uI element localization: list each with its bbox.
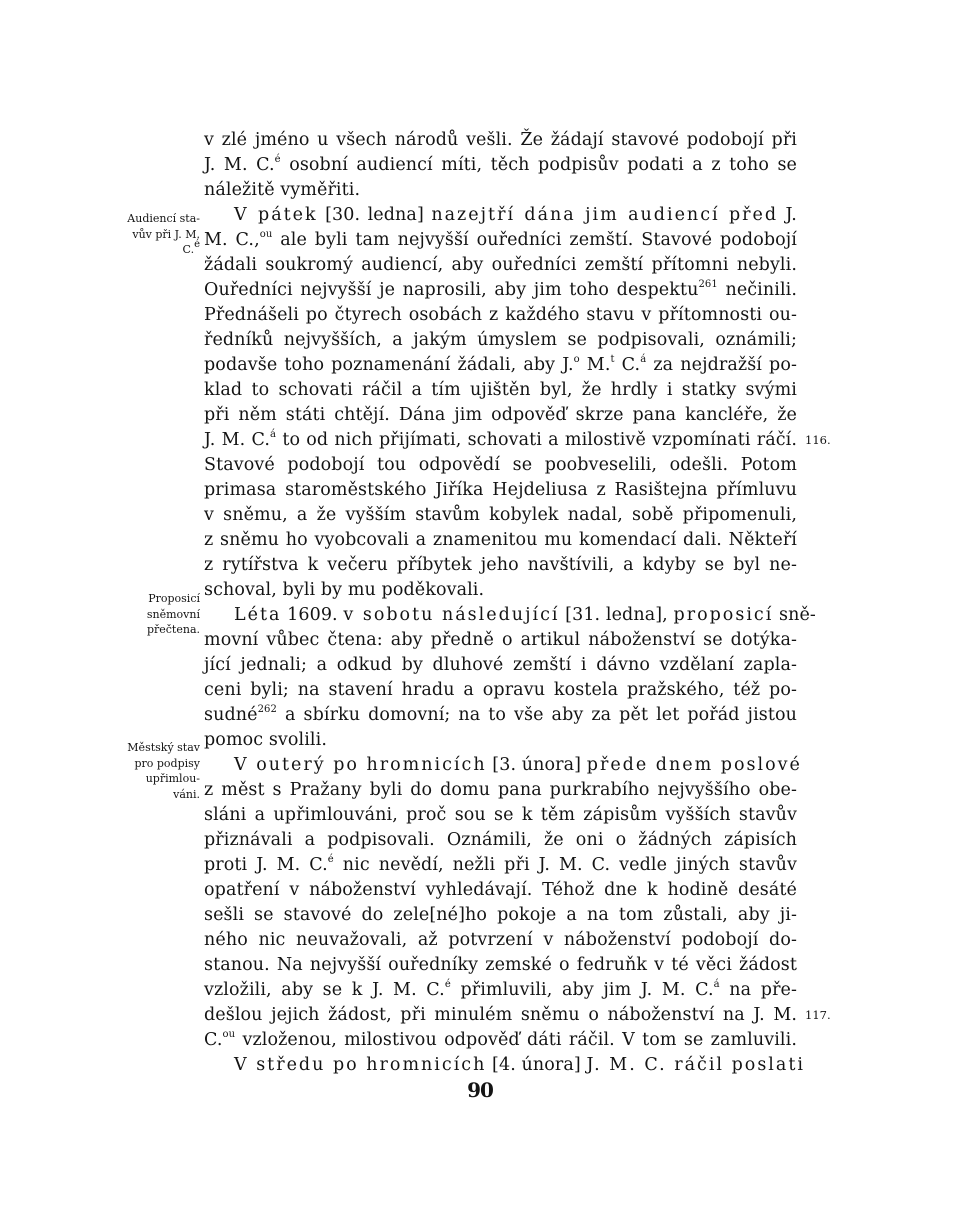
text-line: M. C.,$^{ou}$ ale byli tam nejvyšší ouředníci zemští. Stavové podobojí [204, 229, 797, 250]
text-line: Ouředníci nejvyšší je naprosili, aby jim toho despektu$^{261}$ nečinili. [204, 279, 797, 300]
text-line: Stavové podobojí tou odpovědí se poobveselili, odešli. Potom [204, 455, 797, 475]
text-line: J. M. C.$^á$ to od nich přijímati, schovati a milostivě vzpomínati ráčí. [204, 429, 797, 450]
text-line: schoval, byli by mu poděkovali. [204, 580, 485, 600]
text-line: proti J. M. C.$^é$ nic nevědí, nežli při J. M. C. vedle jiných stavův [204, 854, 797, 875]
text-line: sláni a upřimlouváni, proč sou se k těm zápisům vyšších stavův [204, 805, 797, 825]
page-number: 90 [467, 1078, 493, 1102]
margin-note-proposition: Proposicí sněmovní přečtena. [146, 592, 200, 636]
text-line: z měst s Pražany byli do domu pana purkrabího nejvyššího obe- [204, 780, 797, 800]
text-line: jící jednali; a odkud by dluhové zemští i dávno vzdělaní zapla- [204, 655, 797, 675]
text-line: z rytířstva k večeru příbytek jeho navštívili, a kdyby se byl ne- [204, 555, 797, 575]
text-line: ceni byli; na stavení hradu a opravu kostela pražského, též po- [204, 680, 797, 700]
text-line: podavše toho poznamenání žádali, aby J.$^o$ M.$^t$ C.$^á$ za nejdražší po- [204, 354, 797, 375]
text-line: žádali soukromý audiencí, aby ouředníci zemští přítomni nebyli. [204, 255, 797, 275]
text-line: v sněmu, a že vyšším stavům kobylek nadal, sobě připomenuli, [204, 505, 797, 525]
text-line: ného nic neuvažovali, až potvrzení v náboženství podobojí do- [204, 930, 797, 950]
text-line: V pátek [30. ledna] nazejtří dána jim audiencí před J. [234, 205, 797, 225]
text-line: dešlou jejich žádost, při minulém sněmu o náboženství na J. M. [204, 1005, 797, 1025]
text-line: ředníků nejvyšších, a jakým úmyslem se podpisovali, oznámili; [204, 330, 797, 350]
text-line: pomoc svolili. [204, 730, 327, 750]
text-line: J. M. C.$^é$ osobní audiencí míti, těch podpisův podati a z toho se [204, 154, 797, 175]
text-line: V outerý po hromnicích [3. února] přede dnem poslové [234, 755, 802, 775]
text-line: náležitě vyměřiti. [204, 180, 361, 200]
folio-marker-116: 116. [805, 433, 831, 447]
margin-note-town-estate: Městský stav pro podpisy upřimlou- váni. [127, 741, 200, 801]
folio-marker-117: 117. [805, 1008, 831, 1022]
text-line: Přednášeli po čtyrech osobách z každého stavu v přítomnosti ou- [204, 305, 797, 325]
text-line: přiznávali a podpisovali. Oznámili, že oni o žádných zápisích [204, 830, 797, 850]
text-line: V středu po hromnicích [4. února] J. M. C. ráčil poslati [234, 1055, 805, 1075]
margin-note-audience: Audiencí sta- vův při J. M. C.$^é$ [127, 212, 200, 256]
text-line: sudné$^{262}$ a sbírku domovní; na to vše aby za pět let pořád jistou [204, 704, 797, 725]
text-line: movní vůbec čtena: aby předně o artikul náboženství se dotýka- [204, 630, 797, 650]
text-line: při něm státi chtějí. Dána jim odpověď skrze pana kancléře, že [204, 405, 797, 425]
text-line: primasa staroměstského Jiříka Hejdeliusa z Rasištejna přímluvu [204, 480, 797, 500]
text-line: z sněmu ho vyobcovali a znamenitou mu komendací dali. Někteří [204, 530, 797, 550]
text-line: klad to schovati ráčil a tím ujištěn byl, že hrdly i statky svými [204, 380, 797, 400]
text-line: vzložili, aby se k J. M. C.$^é$ přimluvili, aby jim J. M. C.$^á$ na pře- [204, 979, 798, 1000]
text-line: stanou. Na nejvyšší ouředníky zemské o fedruňk v té věci žádost [204, 955, 797, 975]
text-line: opatření v náboženství vyhledávají. Téhož dne k hodině desáté [204, 880, 797, 900]
text-line: C.$^{ou}$ vzloženou, milostivou odpověď dáti ráčil. V tom se zamluvili. [204, 1029, 797, 1050]
text-line: Léta 1609. v sobotu následující [31. ledna], proposicí sně- [234, 605, 816, 625]
text-line: v zlé jméno u všech národů vešli. Že žádají stavové podobojí při [204, 130, 797, 150]
text-line: sešli se stavové do zele[né]ho pokoje a na tom zůstali, aby ji- [204, 905, 797, 925]
